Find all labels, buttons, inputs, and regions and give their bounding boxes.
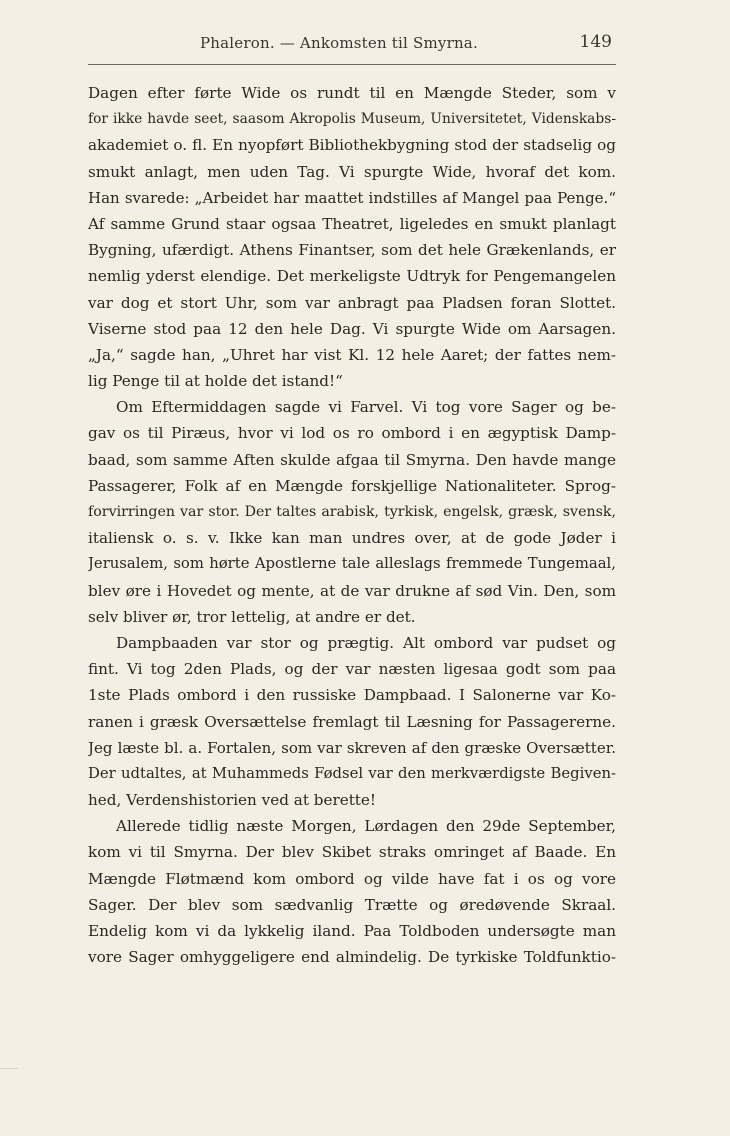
text-line: ranen i græsk Oversættelse fremlagt til Læsning for Passagererne. <box>88 712 616 731</box>
text-line: Dampbaaden var stor og prægtig. Alt ombord var pudset og <box>116 633 616 652</box>
text-line: Jerusalem, som hørte Apostlerne tale alleslags fremmede Tungemaal, <box>88 555 616 573</box>
text-line: 1ste Plads ombord i den russiske Dampbaad. I Salonerne var Ko- <box>88 686 616 705</box>
text-line: Jeg læste bl. a. Fortalen, som var skreven af den græske Oversætter. <box>88 738 616 757</box>
body-text <box>88 80 616 970</box>
text-line: Der udtaltes, at Muhammeds Fødsel var den merkværdigste Begiven- <box>88 764 616 782</box>
page-number: 149 <box>579 32 612 52</box>
text-line: Bygning, ufærdigt. Athens Finantser, som det hele Grækenlands, er <box>88 241 616 260</box>
text-line: var dog et stort Uhr, som var anbragt paa Pladsen foran Slottet. <box>88 293 616 312</box>
header-rule <box>88 64 616 65</box>
text-line: smukt anlagt, men uden Tag. Vi spurgte Wide, hvoraf det kom. <box>88 162 616 181</box>
text-line: gav os til Piræus, hvor vi lod os ro ombord i en ægyptisk Damp- <box>88 424 616 443</box>
page-edge-mark <box>0 1068 18 1136</box>
text-line: Viserne stod paa 12 den hele Dag. Vi spurgte Wide om Aarsagen. <box>88 319 616 338</box>
text-line: Dagen efter førte Wide os rundt til en Mængde Steder, som v <box>88 84 616 102</box>
text-line: vore Sager omhyggeligere end almindelig. De tyrkiske Toldfunktio- <box>88 948 616 967</box>
text-line: fint. Vi tog 2den Plads, og der var næsten ligesaa godt som paa <box>88 660 616 679</box>
page-header <box>88 30 616 56</box>
text-line: blev øre i Hovedet og mente, at de var drukne af sød Vin. Den, som <box>88 581 616 600</box>
text-line: italiensk o. s. v. Ikke kan man undres over, at de gode Jøder i <box>88 529 616 548</box>
text-line: for ikke havde seet, saasom Akropolis Museum, Universitetet, Videnskabs- <box>88 111 616 128</box>
text-line: Af samme Grund staar ogsaa Theatret, ligeledes en smukt planlagt <box>88 214 616 233</box>
text-line: Endelig kom vi da lykkelig iland. Paa Toldboden undersøgte man <box>88 922 616 940</box>
text-line: hed, Verdenshistorien ved at berette! <box>88 791 377 810</box>
text-line: forvirringen var stor. Der taltes arabisk, tyrkisk, engelsk, græsk, svensk, <box>88 504 616 520</box>
text-line: Mængde Fløtmænd kom ombord og vilde have fat i os og vore <box>88 869 616 888</box>
text-line: lig Penge til at holde det istand!“ <box>88 372 343 391</box>
text-line: Om Eftermiddagen sagde vi Farvel. Vi tog vore Sager og be- <box>116 398 616 417</box>
text-line: Sager. Der blev som sædvanlig Trætte og øredøvende Skraal. <box>88 895 616 914</box>
text-line: baad, som samme Aften skulde afgaa til Smyrna. Den havde mange <box>88 450 616 469</box>
text-line: akademiet o. fl. En nyopført Bibliothekbygning stod der stadselig og <box>88 136 616 155</box>
text-line: Passagerer, Folk af en Mængde forskjellige Nationaliteter. Sprog- <box>88 476 616 495</box>
text-line: Han svarede: „Arbeidet har maattet indstilles af Mangel paa Penge.“ <box>88 188 616 207</box>
text-line: selv bliver ør, tror lettelig, at andre er det. <box>88 607 416 626</box>
text-line: Allerede tidlig næste Morgen, Lørdagen den 29de September, <box>116 817 616 836</box>
text-line: kom vi til Smyrna. Der blev Skibet straks omringet af Baade. En <box>88 843 616 862</box>
text-line: nemlig yderst elendige. Det merkeligste Udtryk for Pengemangelen <box>88 267 616 286</box>
running-head: Phaleron. — Ankomsten til Smyrna. <box>200 34 478 52</box>
text-line: „Ja,“ sagde han, „Uhret har vist Kl. 12 hele Aaret; der fattes nem- <box>88 345 616 364</box>
